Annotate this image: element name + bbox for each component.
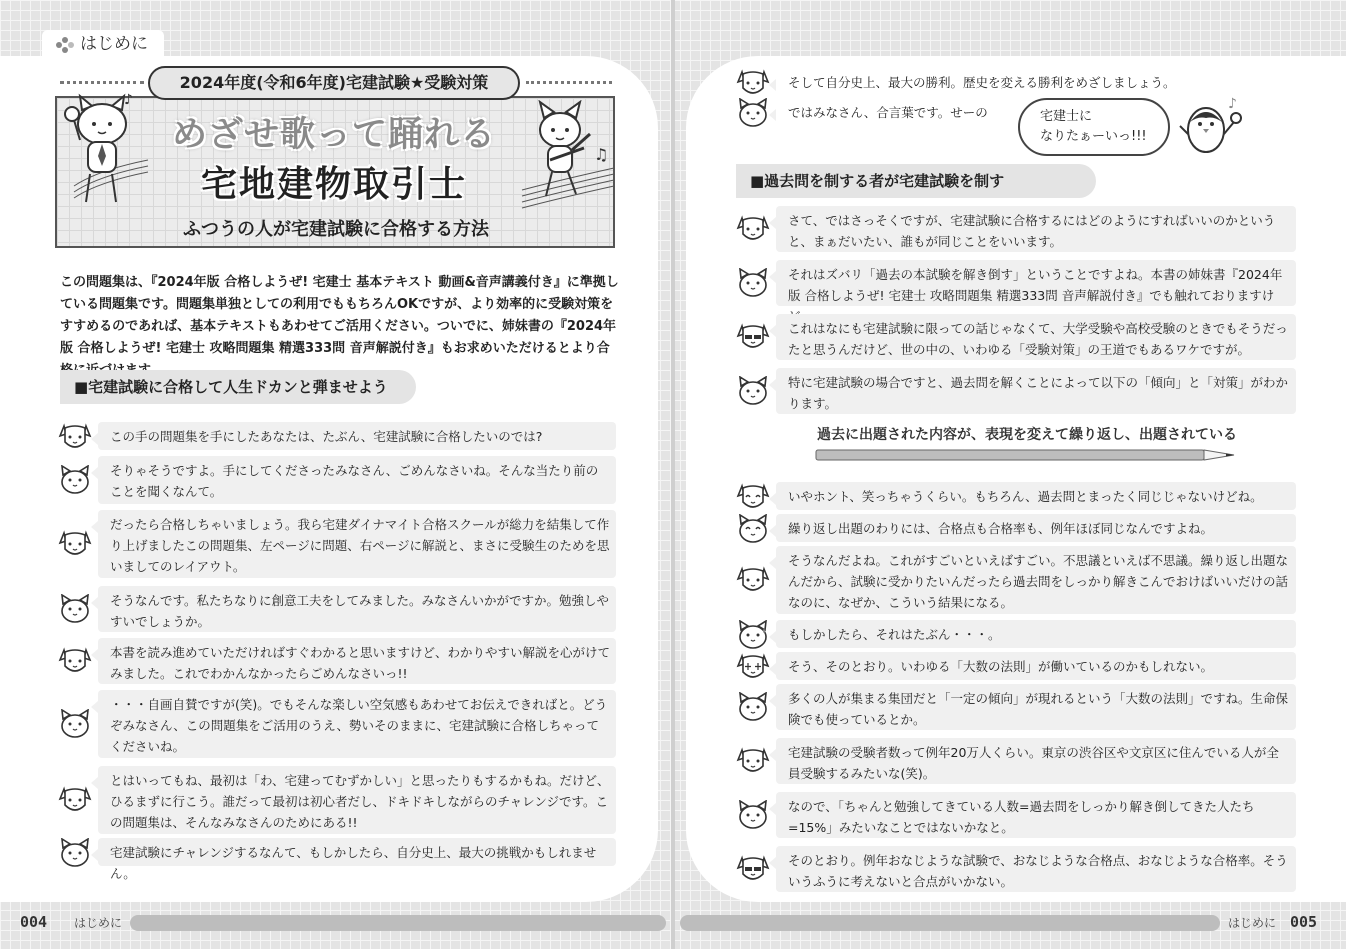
dialogue-text: ではみなさん、合言葉です。せーの	[788, 105, 988, 120]
intro-paragraph: この問題集は、『2024年版 合格しようぜ! 宅建士 基本テキスト 動画&音声講義付き』に準拠している問題集です。問題集単独としての利用でももちろんOKですが、より効率的に受験対策をすすめるのであれば、基本テキストもあわせてご活用ください。ついでに、姉妹書の『2024年版 合格しようぜ! 宅建士 攻略問題集 精選333問 音声解説付き』もお求めいただけるとより合	[60, 275, 619, 356]
left-folio-label: はじめに	[74, 916, 123, 930]
dialogue-row	[58, 586, 616, 632]
dog-avatar-icon	[736, 214, 770, 244]
dialogue-row	[58, 838, 616, 881]
cat-avatar-icon	[736, 620, 770, 650]
cat-avatar-icon	[58, 838, 92, 868]
section-header-tab	[42, 30, 164, 58]
dialogue-row	[736, 68, 1296, 96]
title-tagline: ふつうの人が宅建試験に合格する方法	[183, 219, 489, 240]
dog-avatar-icon	[736, 68, 770, 98]
penguin-mascot-icon	[1178, 96, 1250, 158]
svg-text:♪: ♪	[124, 92, 133, 108]
cat-avatar-icon	[736, 98, 770, 128]
dialogue-text: この手の問題集を手にしたあなたは、たぶん、宅建試験に合格したいのでは?	[110, 429, 543, 444]
dialogue-text: いやホント、笑っちゃうくらい。もちろん、過去問とまったく同じじゃないけどね。	[788, 489, 1263, 504]
dialogue-text: 宅建試験の受験者数って例年20万人くらい。東京の渋谷区や文京区に住んでいる人が全員受験するみたいな(笑)。	[788, 745, 1279, 781]
dialogue-row	[58, 422, 616, 450]
dialogue-text: そして自分史上、最大の勝利。歴史を変える勝利をめざしましょう。	[788, 75, 1176, 90]
dialogue-text: なので、「ちゃんと勉強してきている人数=過去問をしっかり解き倒してきた人たち=15%」みたいなことではないかなと。	[788, 799, 1255, 835]
title-dash-right	[526, 81, 612, 84]
dialogue-text: 本書を読み進めていただければすぐわかると思いますけど、わかりやすい解説を心がけてみました。これでわかんなかったらごめんなさいっ!!	[110, 645, 611, 681]
dialogue-text: そう、そのとおり。いわゆる「大数の法則」が働いているのかもしれない。	[788, 659, 1214, 674]
dog-avatar-icon	[736, 565, 770, 595]
dialogue-text: とはいってもね、最初は「わ、宅建ってむずかしい」と思ったりもするかもね。だけど、ひるまずに行こう。誰だって最初は初心者だし、ドキドキしながらのチャレンジです。この問題集は、そんなみなさんのためにある!!	[110, 773, 610, 830]
section-header-title: はじめに	[80, 34, 148, 54]
right-section-heading: ■過去問を制する者が宅建試験を制す	[736, 164, 1096, 198]
dog-avatar-icon	[736, 652, 770, 682]
dialogue-row	[58, 690, 616, 758]
dialogue-row	[736, 314, 1296, 360]
dialogue-text: そうなんだよね。これがすごいといえばすごい。不思議といえば不思議。繰り返し出題なんだから、試験に受かりたいんだったら過去問をしっかり解きこんでおけばいいだけの話なのに、なぜか、こういう結果になる。	[788, 553, 1289, 610]
speech-line-1: 宅建士に	[1040, 109, 1093, 124]
dots-icon	[56, 37, 74, 53]
dialogue-text: 多くの人が集まる集団だと「一定の傾向」が現れるという「大数の法則」ですね。生命保険でも使っているとか。	[788, 691, 1289, 727]
dialogue-text: そりゃそうですよ。手にしてくださったみなさん、ごめんなさいね。そんな当たり前のことを聞くなんて。	[110, 463, 599, 499]
dialogue-row	[736, 206, 1296, 252]
dialogue-text: ・・・自画自賛ですが(笑)。でもそんな楽しい空気感もあわせてお伝えできればと。どうぞみなさん、この問題集をご活用のうえ、勢いそのままに、宅建試験に合格しちゃってくださいね。	[110, 697, 608, 754]
dog-avatar-icon	[58, 646, 92, 676]
dialogue-text: もしかしたら、それはたぶん・・・。	[788, 627, 1001, 642]
dialogue-row	[58, 456, 616, 504]
dialogue-row	[58, 766, 616, 834]
dialogue-row	[736, 514, 1296, 542]
dialogue-row	[736, 482, 1296, 510]
title-dash-left	[60, 81, 144, 84]
page-gutter	[671, 0, 675, 949]
dialogue-text: これはなにも宅建試験に限っての話じゃなくて、大学受験や高校受験のときでもそうだったと思うんだけど、世の中の、いわゆる「受験対策」の王道でもあるワケですが。	[788, 321, 1288, 357]
dialogue-row	[736, 684, 1296, 730]
cat-avatar-icon	[736, 800, 770, 830]
svg-text:♪: ♪	[1228, 96, 1237, 112]
left-section-heading: ■宅建試験に合格して人生ドカンと弾ませよう	[60, 370, 416, 404]
dialogue-text: さて、ではさっそくですが、宅建試験に合格するにはどのようにすればいいのかというと、まぁだいたい、誰もが同じことをいいます。	[788, 213, 1276, 249]
dialogue-text: それはズバリ「過去の本試験を解き倒す」ということですよね。本書の姉妹書『2024年版 合格しようぜ! 宅建士 攻略問題集 精選333問 音声解説付き』でも触れておりますけ	[788, 267, 1283, 303]
cat-avatar-icon	[58, 709, 92, 739]
title-sub: 宅地建物取引士	[200, 164, 467, 205]
dialogue-row	[736, 260, 1296, 306]
fox-mascot-icon	[520, 100, 616, 224]
dialogue-text: 繰り返し出題のわりには、合格点も合格率も、例年ほぼ同じなんですよね。	[788, 521, 1214, 536]
speech-bubble	[1018, 98, 1170, 156]
cat-avatar-icon	[736, 692, 770, 722]
dog-avatar-icon	[736, 322, 770, 352]
emphasis-line: 過去に出題された内容が、表現を変えて繰り返し、出題されている	[817, 427, 1237, 443]
left-footer-bar	[130, 915, 666, 931]
dialogue-row	[736, 98, 998, 128]
dialogue-row	[736, 792, 1296, 838]
cat-avatar-icon	[736, 268, 770, 298]
dialogue-text: だったら合格しちゃいましょう。我ら宅建ダイナマイト合格スクールが総力を結集して作り上げましたこの問題集、左ページに問題、右ページに解説と、まさに受験生のためを思いましてのレイアウト。	[110, 517, 610, 574]
dog-avatar-icon	[736, 746, 770, 776]
cat-avatar-icon	[736, 376, 770, 406]
cat-mascot-icon	[58, 90, 150, 214]
dog-avatar-icon	[736, 854, 770, 884]
right-page-number: 005	[1290, 913, 1318, 931]
speech-line-2: なりたぁーいっ!!!	[1040, 129, 1147, 144]
dog-avatar-icon	[736, 482, 770, 512]
dialogue-row	[736, 738, 1296, 784]
dialogue-text: そうなんです。私たちなりに創意工夫をしてみました。みなさんいかがですか。勉強しやすいでしょうか。	[110, 593, 610, 629]
dog-avatar-icon	[58, 422, 92, 452]
dialogue-text: 宅建試験にチャレンジするなんて、もしかしたら、自分史上、最大の挑戦かもしれません。	[110, 845, 597, 881]
svg-text:♫: ♫	[594, 145, 609, 164]
cat-avatar-icon	[58, 594, 92, 624]
dialogue-row	[736, 368, 1296, 414]
dialogue-row	[736, 546, 1296, 614]
dialogue-row	[736, 620, 1296, 648]
dialogue-row	[736, 846, 1296, 892]
dialogue-text: そのとおり。例年おなじような試験で、おなじような合格点、おなじような合格率。そういうふうに考えないと合点がいかない。	[788, 853, 1288, 889]
dialogue-row	[58, 638, 616, 684]
left-page-number: 004	[20, 913, 48, 931]
cat-avatar-icon	[58, 465, 92, 495]
dog-avatar-icon	[58, 785, 92, 815]
dog-avatar-icon	[58, 529, 92, 559]
dialogue-text: 特に宅建試験の場合ですと、過去問を解くことによって以下の「傾向」と「対策」がわかります。	[788, 375, 1289, 411]
title-main: めざせ歌って踊れる	[171, 115, 496, 155]
right-footer-bar	[680, 915, 1220, 931]
dialogue-row	[736, 652, 1296, 680]
right-folio-label: はじめに	[1228, 916, 1277, 930]
title-pill: 2024年度(令和6年度)宅建試験★受験対策	[148, 66, 520, 100]
pencil-icon	[814, 448, 1242, 462]
cat-avatar-icon	[736, 514, 770, 544]
dialogue-row	[58, 510, 616, 578]
